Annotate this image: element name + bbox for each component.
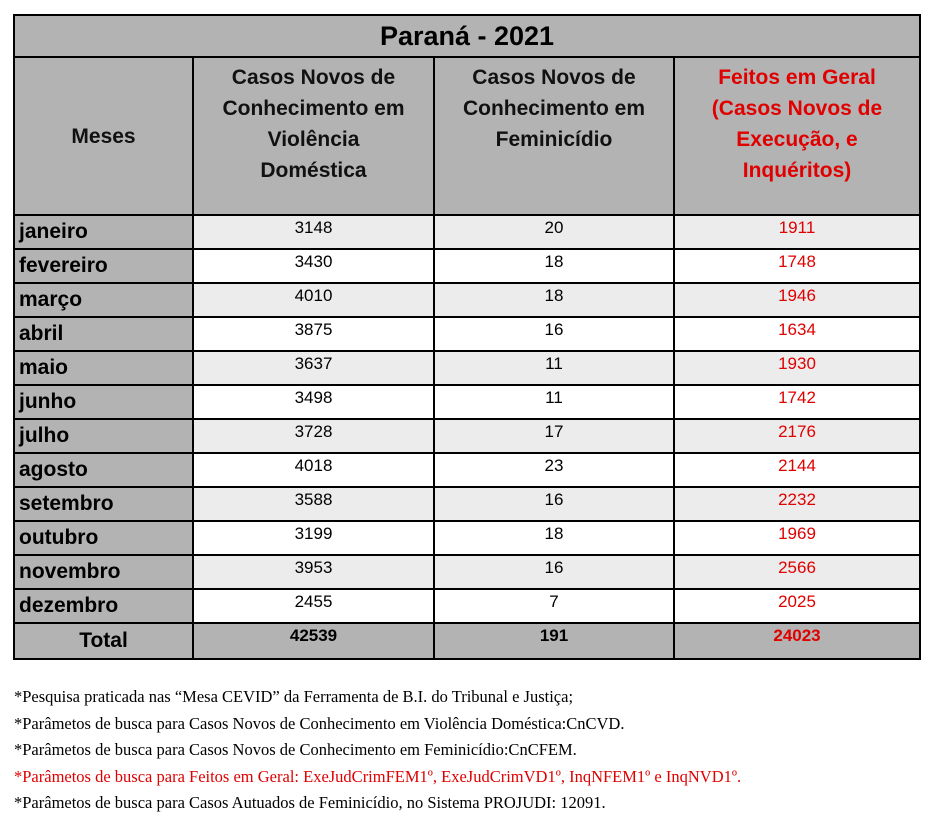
month-cell: fevereiro [14,249,193,283]
feminicidio-cell: 18 [434,249,674,283]
table-title: Paraná - 2021 [14,15,920,57]
footnote-highlighted: *Parâmetos de busca para Feitos em Geral: ExeJudCrimFEM1º, ExeJudCrimVD1º, InqNFEM1º e InqNVD1º. [14,766,742,786]
table-row [14,283,920,317]
feminicidio-cell: 11 [434,385,674,419]
violencia-cell: 3498 [193,385,434,419]
feitos-cell: 2176 [674,419,920,453]
header-feitos-line: Execução, e [736,128,858,151]
feitos-cell: 2232 [674,487,920,521]
data-table-container [13,14,919,660]
violencia-cell: 3953 [193,555,434,589]
violencia-cell: 3148 [193,215,434,249]
month-cell: agosto [14,453,193,487]
footnote: *Parâmetos de busca para Casos Novos de Conhecimento em Violência Doméstica:CnCVD. [14,713,625,733]
month-cell: março [14,283,193,317]
header-feminicidio-line: Conhecimento em [462,97,646,120]
footnotes [14,684,924,817]
feitos-cell: 2025 [674,589,920,623]
feminicidio-cell: 16 [434,487,674,521]
violencia-cell: 2455 [193,589,434,623]
violencia-cell: 3637 [193,351,434,385]
feminicidio-cell: 16 [434,555,674,589]
total-row [14,623,920,659]
month-cell: abril [14,317,193,351]
table-row [14,249,920,283]
total-feitos: 24023 [674,623,920,659]
total-violencia: 42539 [193,623,434,659]
feminicidio-cell: 11 [434,351,674,385]
feminicidio-cell: 18 [434,283,674,317]
violencia-cell: 3430 [193,249,434,283]
feminicidio-cell: 17 [434,419,674,453]
header-feitos [674,57,920,215]
header-feitos-line: Inquéritos) [742,159,852,182]
feitos-cell: 1930 [674,351,920,385]
table-row [14,453,920,487]
header-feitos-line: Feitos em Geral [718,66,876,89]
cases-table [13,14,921,660]
table-row [14,385,920,419]
table-row [14,487,920,521]
table-row [14,215,920,249]
feitos-cell: 1742 [674,385,920,419]
feminicidio-cell: 18 [434,521,674,555]
feitos-cell: 2566 [674,555,920,589]
feitos-cell: 1969 [674,521,920,555]
table-row [14,555,920,589]
violencia-cell: 3875 [193,317,434,351]
violencia-cell: 3588 [193,487,434,521]
feitos-cell: 1946 [674,283,920,317]
month-cell: maio [14,351,193,385]
header-feminicidio-line: Casos Novos de [472,66,636,89]
violencia-cell: 4018 [193,453,434,487]
violencia-cell: 3728 [193,419,434,453]
feitos-cell: 1634 [674,317,920,351]
month-cell: junho [14,385,193,419]
footnote: *Parâmetos de busca para Casos Novos de Conhecimento em Feminicídio:CnCFEM. [14,740,577,759]
month-cell: setembro [14,487,193,521]
table-row [14,351,920,385]
feminicidio-cell: 16 [434,317,674,351]
header-feitos-line: (Casos Novos de [711,97,883,120]
header-violencia [193,57,434,215]
violencia-cell: 3199 [193,521,434,555]
header-months: Meses [14,57,193,215]
feminicidio-cell: 23 [434,453,674,487]
footnote: *Pesquisa praticada nas “Mesa CEVID” da Ferramenta de B.I. do Tribunal e Justiça; [14,687,574,706]
total-feminicidio: 191 [434,623,674,659]
table-row [14,317,920,351]
feitos-cell: 1748 [674,249,920,283]
total-label: Total [14,623,193,659]
feitos-cell: 2144 [674,453,920,487]
feitos-cell: 1911 [674,215,920,249]
month-cell: outubro [14,521,193,555]
feminicidio-cell: 7 [434,589,674,623]
header-violencia-line: Violência [267,128,360,151]
month-cell: julho [14,419,193,453]
table-row [14,419,920,453]
month-cell: dezembro [14,589,193,623]
table-row [14,589,920,623]
month-cell: novembro [14,555,193,589]
header-feminicidio-line: Feminicídio [495,128,613,151]
table-row [14,521,920,555]
month-cell: janeiro [14,215,193,249]
header-violencia-line: Conhecimento em [222,97,405,120]
header-violencia-line: Doméstica [260,159,367,182]
header-feminicidio [434,57,674,215]
feminicidio-cell: 20 [434,215,674,249]
violencia-cell: 4010 [193,283,434,317]
header-violencia-line: Casos Novos de [231,66,396,89]
footnote: *Parâmetos de busca para Casos Autuados de Feminicídio, no Sistema PROJUDI: 12091. [14,793,606,812]
